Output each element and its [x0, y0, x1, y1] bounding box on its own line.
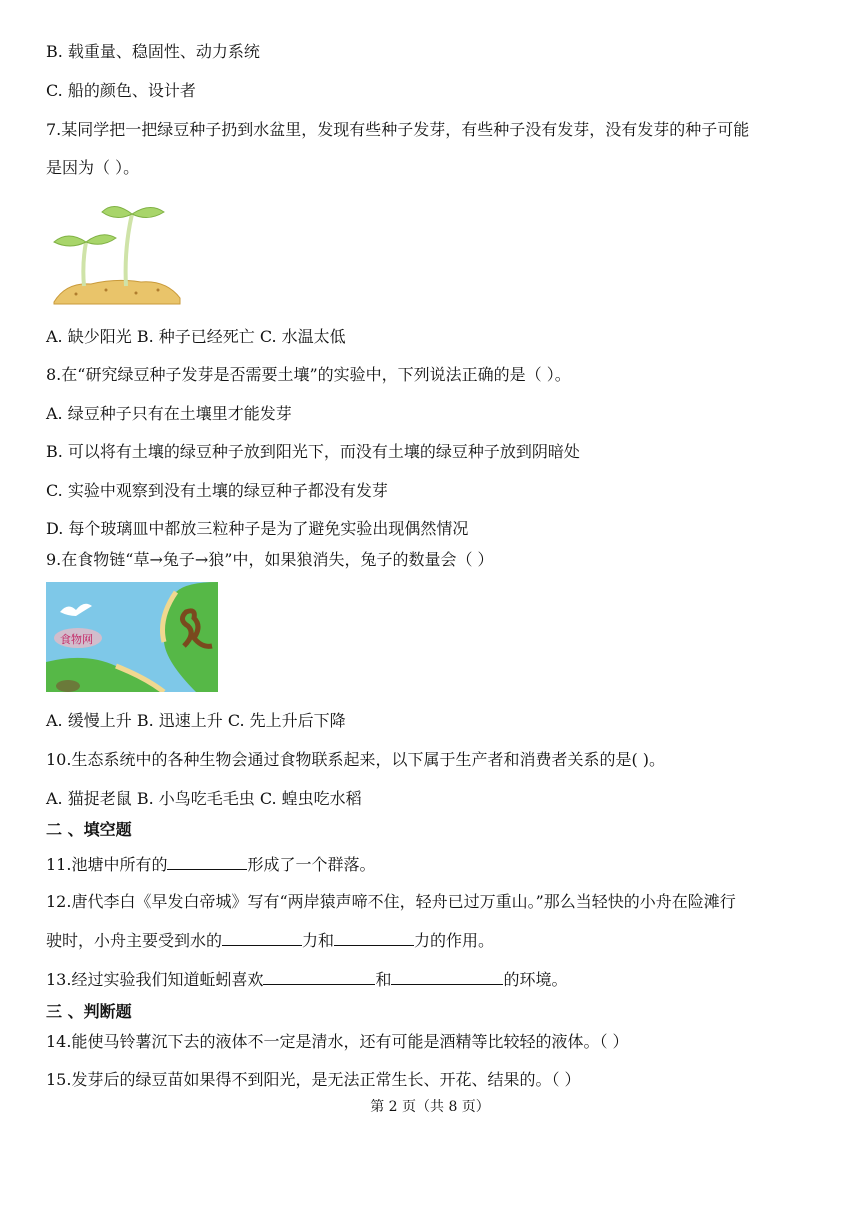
- q12-text-c: 力的作用。: [414, 931, 495, 950]
- q11-text-a: 11.池塘中所有的: [46, 855, 168, 874]
- q6-option-c: C. 船的颜色、设计者: [46, 81, 196, 100]
- q13-blank-2: [391, 968, 503, 985]
- q13-blank-1: [263, 968, 375, 985]
- q7-options: A. 缺少阳光 B. 种子已经死亡 C. 水温太低: [46, 327, 346, 346]
- q10-stem: 10.生态系统中的各种生物会通过食物联系起来，以下属于生产者和消费者关系的是( )。: [46, 750, 666, 769]
- food-web-image: [46, 582, 218, 692]
- q6-option-b: B. 载重量、稳固性、动力系统: [46, 42, 260, 61]
- section-judge-heading: 三 、判断题: [46, 1002, 132, 1021]
- q10-options: A. 猫捉老鼠 B. 小鸟吃毛毛虫 C. 蝗虫吃水稻: [46, 789, 362, 808]
- q12-line2: [46, 929, 494, 952]
- q8-stem: 8.在“研究绿豆种子发芽是否需要土壤”的实验中，下列说法正确的是（ ）。: [46, 365, 571, 384]
- q8-option-b: B. 可以将有土壤的绿豆种子放到阳光下，而没有土壤的绿豆种子放到阴暗处: [46, 442, 580, 461]
- q14: 14.能使马铃薯沉下去的液体不一定是清水，还有可能是酒精等比较轻的液体。（ ）: [46, 1032, 629, 1051]
- q7-stem-line2: 是因为（ ）。: [46, 158, 140, 177]
- q8-option-c: C. 实验中观察到没有土壤的绿豆种子都没有发芽: [46, 481, 388, 500]
- q13-text-c: 的环境。: [503, 970, 568, 989]
- q12-text-a: 驶时，小舟主要受到水的: [46, 931, 223, 950]
- q11-blank: [167, 853, 247, 870]
- q9-stem: 9.在食物链“草→兔子→狼”中，如果狼消失，兔子的数量会（ ）: [46, 550, 494, 569]
- q9-options: A. 缓慢上升 B. 迅速上升 C. 先上升后下降: [46, 711, 346, 730]
- q13-text-a: 13.经过实验我们知道蚯蚓喜欢: [46, 970, 264, 989]
- q8-option-a: A. 绿豆种子只有在土壤里才能发芽: [46, 404, 292, 423]
- q13: [46, 968, 567, 991]
- bean-sprout-image: [46, 194, 186, 306]
- section-fill-in-heading: 二 、填空题: [46, 820, 132, 839]
- q12-stem-line1: 12.唐代李白《早发白帝城》写有“两岸猿声啼不住，轻舟已过万重山。”那么当轻快的小舟在险滩行: [46, 892, 736, 911]
- q12-blank-2: [334, 929, 414, 946]
- q13-text-b: 和: [375, 970, 392, 989]
- q12-blank-1: [222, 929, 302, 946]
- q8-option-d: D. 每个玻璃皿中都放三粒种子是为了避免实验出现偶然情况: [46, 519, 469, 538]
- q15: 15.发芽后的绿豆苗如果得不到阳光，是无法正常生长、开花、结果的。（ ）: [46, 1070, 581, 1089]
- q11: [46, 853, 375, 876]
- q7-stem-line1: 7.某同学把一把绿豆种子扔到水盆里，发现有些种子发芽，有些种子没有发芽，没有发芽的种子可能: [46, 120, 750, 139]
- q12-text-b: 力和: [302, 931, 335, 950]
- food-web-label: 食物网: [60, 633, 93, 646]
- page-footer: 第 2 页（共 8 页）: [370, 1099, 490, 1115]
- q11-text-b: 形成了一个群落。: [247, 855, 376, 874]
